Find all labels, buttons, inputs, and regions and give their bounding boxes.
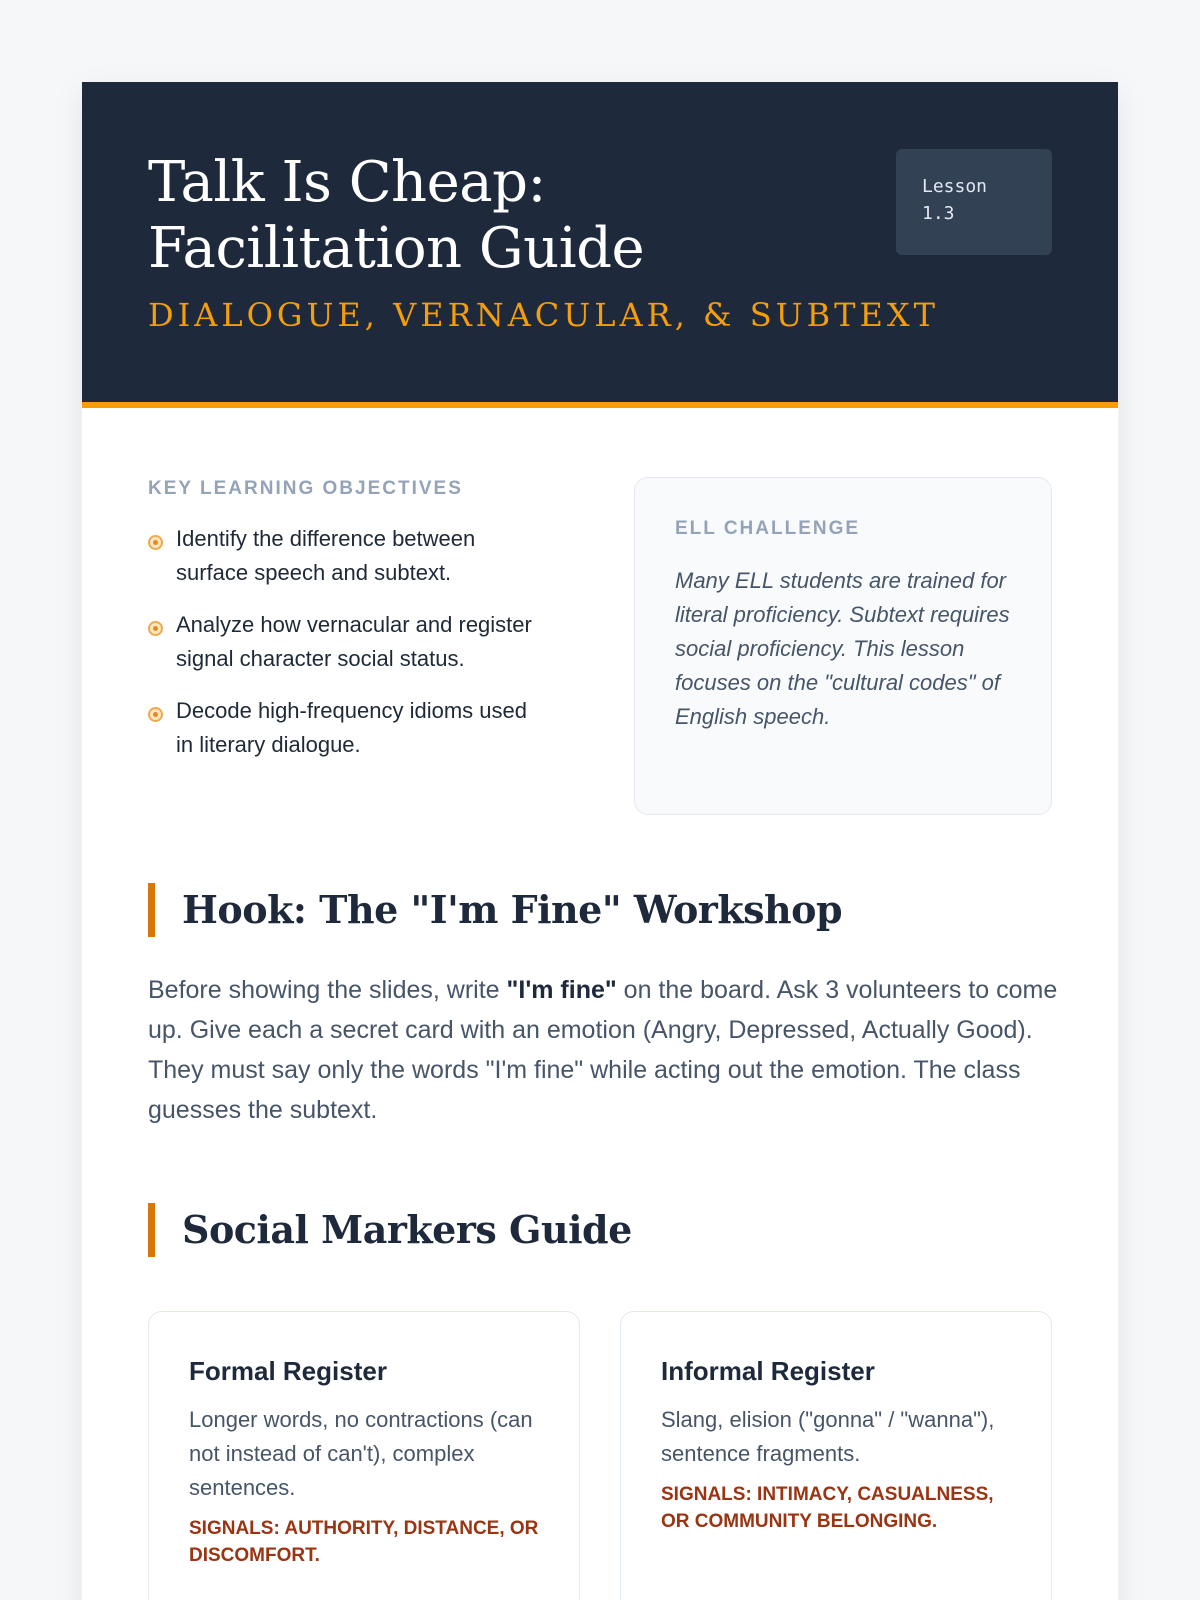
ell-challenge-box [634,477,1052,815]
guide-page [82,82,1118,1600]
objectives-label: KEY LEARNING OBJECTIVES [148,478,463,499]
card-title: Informal Register [661,1356,875,1386]
card-description: Longer words, no contractions (can not instead of can't), complex sentences. [189,1407,533,1500]
lesson-badge [896,149,1052,255]
objective-item [148,608,548,676]
page-subtitle: DIALOGUE, VERNACULAR, & SUBTEXT [148,296,939,334]
learning-objectives [148,478,548,780]
objective-item [148,694,548,762]
page-header [82,82,1118,408]
objective-text: Identify the difference between surface speech and subtext. [176,526,476,585]
card-signal: SIGNALS: AUTHORITY, DISTANCE, OR DISCOMFORT. [189,1518,539,1566]
informal-register-card [620,1311,1052,1600]
bullet-icon [148,707,163,722]
objective-text: Decode high-frequency idioms used in literary dialogue. [176,698,527,757]
markers-heading: Social Markers Guide [148,1203,632,1257]
lesson-badge-number: 1.3 [922,203,955,224]
card-signal: SIGNALS: INTIMACY, CASUALNESS, OR COMMUNITY BELONGING. [661,1484,994,1532]
objectives-list [148,522,548,762]
objective-item [148,522,548,590]
lesson-badge-label: Lesson [922,176,988,197]
hook-text-before: Before showing the slides, write [148,976,507,1004]
hook-heading: Hook: The "I'm Fine" Workshop [148,883,842,937]
ell-challenge-label: ELL CHALLENGE [675,518,861,539]
bullet-icon [148,621,163,636]
hook-text-after: on the board. Ask 3 volunteers to come up. Give each a secret card with an emotion (Angry, Depressed, Actually Good). They must say only the words "I'm fine" while acting out the emotion. The class guesses the subtext. [148,976,1058,1124]
hook-text [148,970,1058,1130]
bullet-icon [148,535,163,550]
card-description: Slang, elision ("gonna" / "wanna"), sentence fragments. [661,1407,995,1466]
card-title: Formal Register [189,1356,387,1386]
hook-text-bold: "I'm fine" [506,976,617,1004]
page-title: Talk Is Cheap: Facilitation Guide [148,150,645,281]
ell-challenge-text: Many ELL students are trained for literal proficiency. Subtext requires social proficiency. This lesson focuses on the "cultural codes" of English speech. [675,568,1010,729]
objective-text: Analyze how vernacular and register signal character social status. [176,612,532,671]
formal-register-card [148,1311,580,1600]
